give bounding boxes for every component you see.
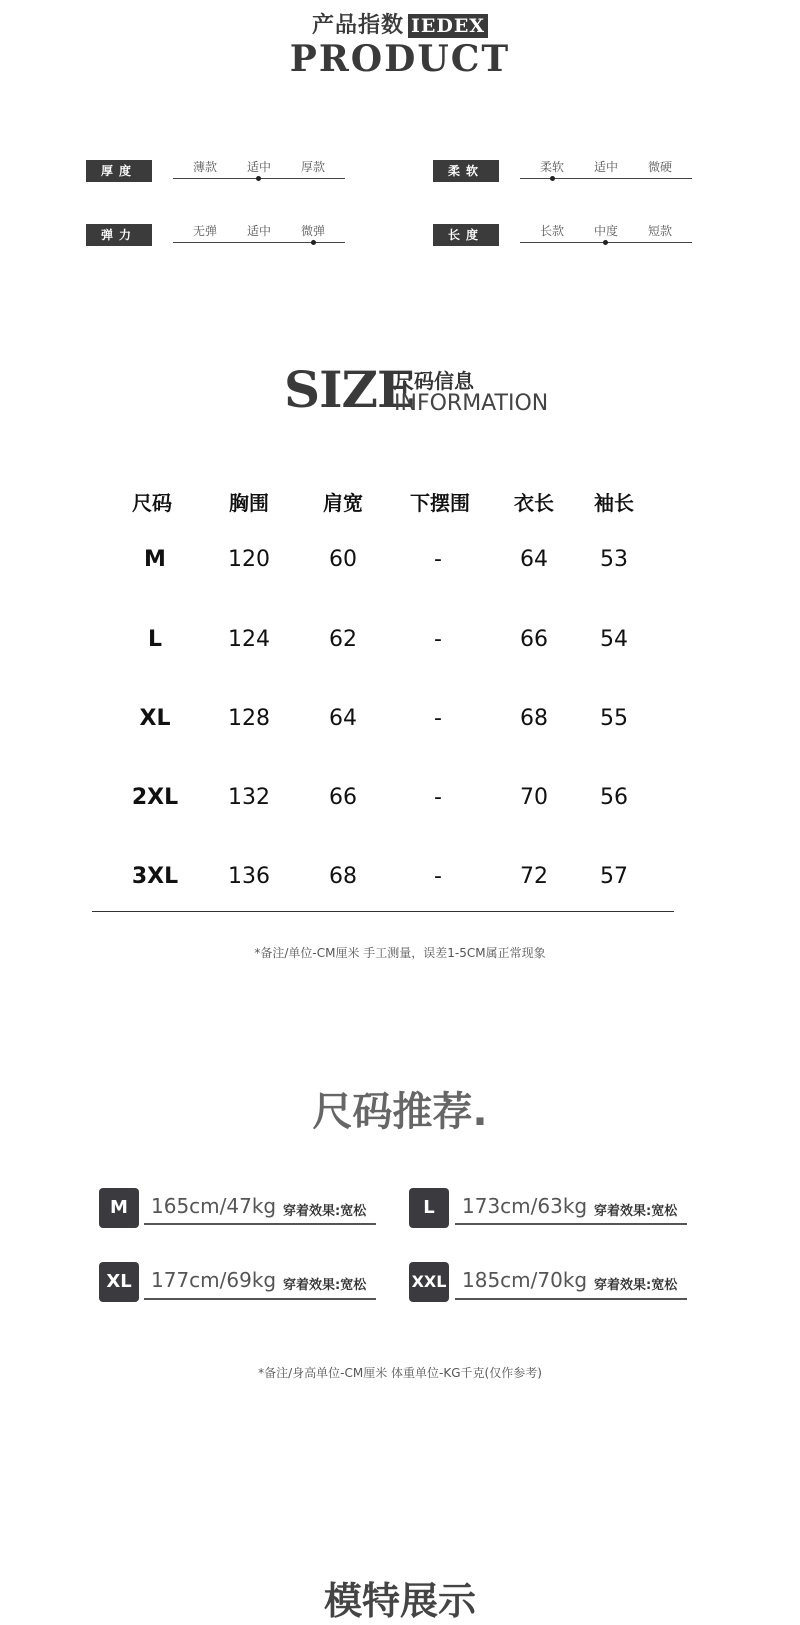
index-option: 适中 xyxy=(246,224,271,238)
table-cell: 53 xyxy=(600,547,628,572)
size-badge: M xyxy=(99,1188,139,1228)
index-label-length: 长度 xyxy=(433,224,499,246)
table-header: 衣长 xyxy=(514,491,554,515)
fit-effect: 穿着效果:宽松 xyxy=(283,1204,367,1219)
table-cell: 124 xyxy=(228,627,270,652)
model-section-title: 模特展示 xyxy=(323,1579,476,1623)
table-cell: - xyxy=(434,785,442,810)
table-header: 尺码 xyxy=(132,491,172,515)
index-option: 短款 xyxy=(647,224,672,238)
fit-effect: 穿着效果:宽松 xyxy=(283,1278,367,1293)
underline xyxy=(455,1223,687,1225)
height-weight: 185cm/70kg xyxy=(462,1268,588,1292)
index-option: 柔软 xyxy=(539,160,564,174)
table-cell: 55 xyxy=(600,706,628,731)
header-title-en: PRODUCT xyxy=(289,38,511,80)
index-marker xyxy=(311,240,316,245)
index-label-softness: 柔软 xyxy=(433,160,499,182)
table-cell: 68 xyxy=(329,864,357,889)
height-weight: 165cm/47kg xyxy=(151,1194,277,1218)
table-cell: 56 xyxy=(600,785,628,810)
size-badge: XL xyxy=(99,1262,139,1302)
fit-effect: 穿着效果:宽松 xyxy=(594,1204,678,1219)
table-cell-size: XL xyxy=(139,706,171,731)
index-option: 中度 xyxy=(593,224,618,238)
table-cell: 57 xyxy=(600,864,628,889)
index-marker xyxy=(550,176,555,181)
height-weight: 177cm/69kg xyxy=(151,1268,277,1292)
index-option: 薄款 xyxy=(192,160,217,174)
table-cell: 136 xyxy=(228,864,270,889)
underline xyxy=(144,1223,376,1225)
table-cell: - xyxy=(434,706,442,731)
table-cell: 128 xyxy=(228,706,270,731)
table-cell: - xyxy=(434,627,442,652)
table-cell: 120 xyxy=(228,547,270,572)
table-cell: - xyxy=(434,864,442,889)
table-cell-size: M xyxy=(144,547,166,572)
index-marker xyxy=(256,176,261,181)
recommend-note: *备注/身高单位-CM厘米 体重单位-KG千克(仅作参考) xyxy=(258,1366,542,1380)
index-label-thickness: 厚度 xyxy=(86,160,152,182)
height-weight: 173cm/63kg xyxy=(462,1194,588,1218)
table-cell: 64 xyxy=(520,547,548,572)
index-option: 厚款 xyxy=(300,160,325,174)
table-cell: 72 xyxy=(520,864,548,889)
index-option: 适中 xyxy=(246,160,271,174)
index-option: 微硬 xyxy=(647,160,672,174)
table-cell-size: L xyxy=(147,627,163,652)
index-option: 长款 xyxy=(539,224,564,238)
index-label-elasticity: 弹力 xyxy=(86,224,152,246)
table-cell-size: 2XL xyxy=(131,785,179,810)
table-cell: - xyxy=(434,547,442,572)
table-bottom-rule xyxy=(92,911,674,912)
size-table-note: *备注/单位-CM厘米 手工测量，误差1-5CM属正常现象 xyxy=(254,946,546,960)
index-option: 微弹 xyxy=(300,224,325,238)
header-title-cn-text: 产品指数 xyxy=(311,13,404,38)
size-title-en: INFORMATION xyxy=(394,391,549,416)
underline xyxy=(144,1298,376,1300)
table-cell: 62 xyxy=(329,627,357,652)
table-cell-size: 3XL xyxy=(131,864,179,889)
index-marker xyxy=(603,240,608,245)
index-option: 无弹 xyxy=(192,224,217,238)
table-cell: 64 xyxy=(329,706,357,731)
fit-effect: 穿着效果:宽松 xyxy=(594,1278,678,1293)
table-cell: 70 xyxy=(520,785,548,810)
table-cell: 68 xyxy=(520,706,548,731)
index-option: 适中 xyxy=(593,160,618,174)
recommend-title: 尺码推荐. xyxy=(312,1089,488,1135)
table-cell: 66 xyxy=(329,785,357,810)
index-scale-line xyxy=(173,242,345,243)
header-title-cn xyxy=(0,8,800,39)
table-header: 袖长 xyxy=(594,491,634,515)
header-title-badge: IEDEX xyxy=(408,14,488,38)
table-cell: 54 xyxy=(600,627,628,652)
table-cell: 60 xyxy=(329,547,357,572)
table-cell: 132 xyxy=(228,785,270,810)
size-badge: L xyxy=(409,1188,449,1228)
size-badge: XXL xyxy=(409,1262,449,1302)
table-cell: 66 xyxy=(520,627,548,652)
size-title-big: SIZE xyxy=(284,360,415,419)
table-header: 下摆围 xyxy=(410,491,470,515)
size-title-cn: 尺码信息 xyxy=(394,369,474,393)
table-header: 肩宽 xyxy=(323,491,363,515)
table-header: 胸围 xyxy=(229,491,269,515)
index-scale-line xyxy=(520,178,692,179)
underline xyxy=(455,1298,687,1300)
